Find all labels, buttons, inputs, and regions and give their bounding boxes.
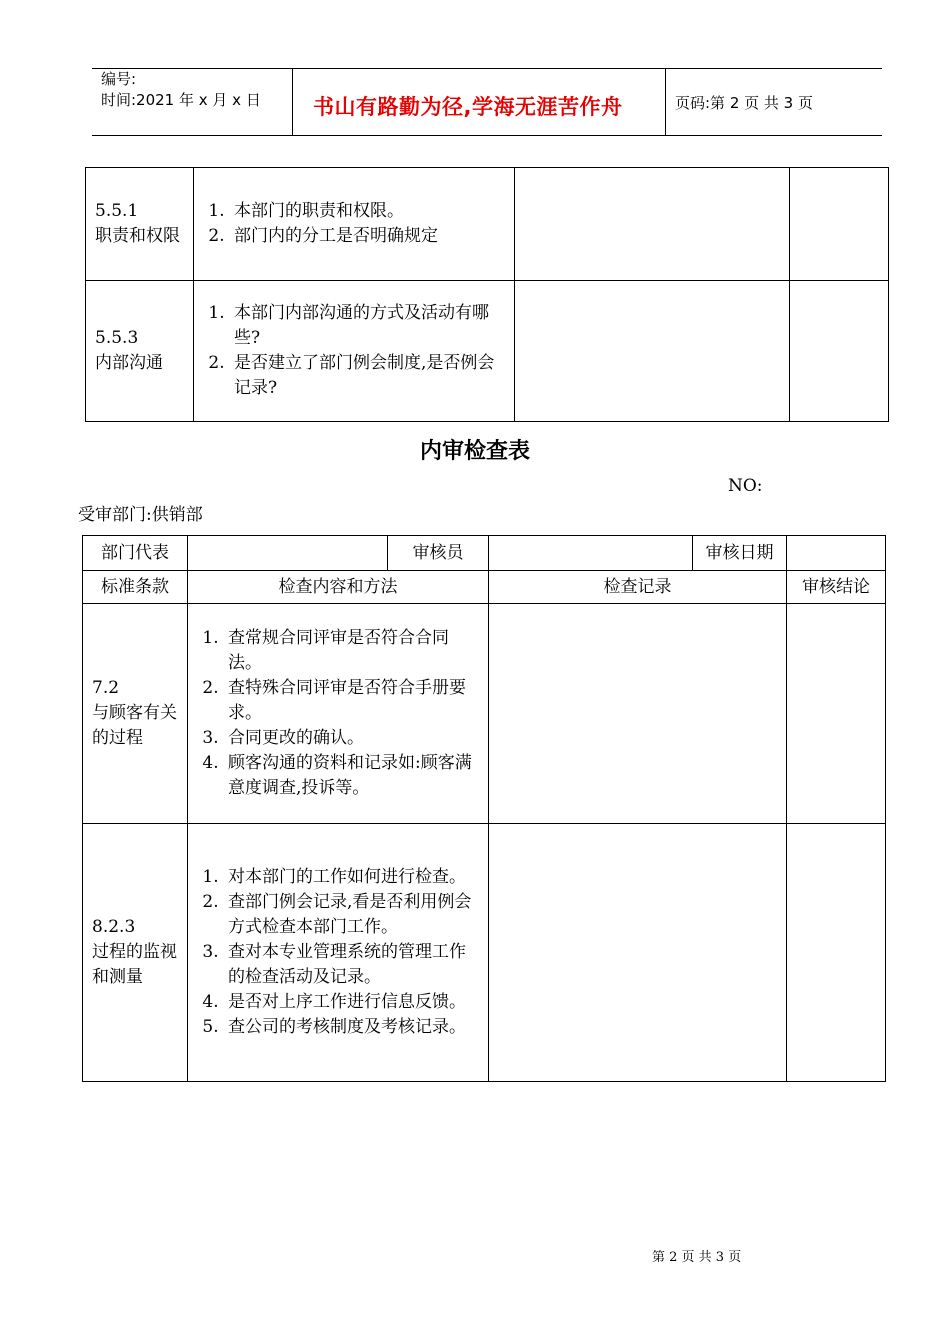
info-row [83, 536, 886, 571]
clause-cell [83, 824, 188, 1082]
clause-name: 职责和权限 [95, 226, 180, 246]
clause-name: 与顾客有关的过程 [92, 703, 177, 748]
header-bottom-rule [92, 135, 882, 136]
dept-rep-label: 部门代表 [83, 536, 188, 571]
check-content-cell [188, 604, 489, 824]
check-content-cell [188, 824, 489, 1082]
audit-conclusion-cell[interactable] [787, 824, 886, 1082]
document-number-label: 编号: [101, 70, 137, 88]
header-motto: 书山有路勤为径,学海无涯苦作舟 [313, 95, 623, 119]
table-row [86, 168, 889, 281]
check-record-cell[interactable] [515, 281, 790, 422]
clause-cell [86, 168, 194, 281]
check-item: 3. 查对本专业管理系统的管理工作的检查活动及记录。 [224, 940, 482, 990]
check-record-cell[interactable] [515, 168, 790, 281]
audit-conclusion-cell[interactable] [790, 168, 889, 281]
clause-number: 8.2.3 [92, 917, 136, 937]
check-item: 2. 是否建立了部门例会制度,是否例会记录? [230, 351, 506, 401]
check-record-cell[interactable] [489, 604, 787, 824]
check-item: 2. 查部门例会记录,看是否利用例会方式检查本部门工作。 [224, 890, 482, 940]
check-item: 1. 查常规合同评审是否符合合同法。 [224, 626, 482, 676]
form-number-label: NO: [728, 476, 763, 496]
check-content-cell [194, 168, 515, 281]
clause-number: 7.2 [92, 678, 120, 698]
clause-number: 5.5.3 [95, 328, 139, 348]
clause-cell [83, 604, 188, 824]
auditor-field[interactable] [489, 536, 693, 571]
header-divider-right [665, 69, 666, 136]
check-item: 1. 对本部门的工作如何进行检查。 [224, 865, 482, 890]
clause-cell [86, 281, 194, 422]
auditor-label: 审核员 [388, 536, 489, 571]
header-divider-left [292, 69, 293, 136]
clause-name: 内部沟通 [95, 353, 163, 373]
check-item: 1. 本部门的职责和权限。 [230, 199, 506, 224]
column-header-record: 检查记录 [489, 571, 787, 604]
table-row [86, 281, 889, 422]
page-title: 内审检查表 [419, 439, 530, 464]
dept-rep-field[interactable] [188, 536, 388, 571]
column-header-content: 检查内容和方法 [188, 571, 489, 604]
audit-date-field[interactable] [787, 536, 886, 571]
page-footer: 第 2 页 共 3 页 [652, 1250, 742, 1265]
checklist-table [82, 535, 886, 1082]
audit-date-label: 审核日期 [693, 536, 787, 571]
check-item: 4. 是否对上序工作进行信息反馈。 [224, 990, 482, 1015]
check-item: 4. 顾客沟通的资料和记录如:顾客满意度调查,投诉等。 [224, 751, 482, 801]
check-item: 2. 查特殊合同评审是否符合手册要求。 [224, 676, 482, 726]
audit-conclusion-cell[interactable] [787, 604, 886, 824]
header-top-rule [92, 68, 882, 69]
column-header-conclusion: 审核结论 [787, 571, 886, 604]
clause-number: 5.5.1 [95, 201, 139, 221]
check-item: 5. 查公司的考核制度及考核记录。 [224, 1015, 482, 1040]
table-row [83, 824, 886, 1082]
audit-conclusion-cell[interactable] [790, 281, 889, 422]
header-page-info: 页码:第 2 页 共 3 页 [675, 94, 813, 112]
column-header-row [83, 571, 886, 604]
check-content-cell [194, 281, 515, 422]
check-item: 1. 本部门内部沟通的方式及活动有哪些? [230, 301, 506, 351]
column-header-clause: 标准条款 [83, 571, 188, 604]
check-item: 2. 部门内的分工是否明确规定 [230, 224, 506, 249]
table-row [83, 604, 886, 824]
audited-department: 受审部门:供销部 [78, 505, 203, 525]
check-item: 3. 合同更改的确认。 [224, 726, 482, 751]
document-time: 时间:2021 年 x 月 x 日 [101, 91, 261, 109]
check-record-cell[interactable] [489, 824, 787, 1082]
checklist-table-continued [85, 167, 889, 422]
clause-name: 过程的监视和测量 [92, 942, 177, 987]
